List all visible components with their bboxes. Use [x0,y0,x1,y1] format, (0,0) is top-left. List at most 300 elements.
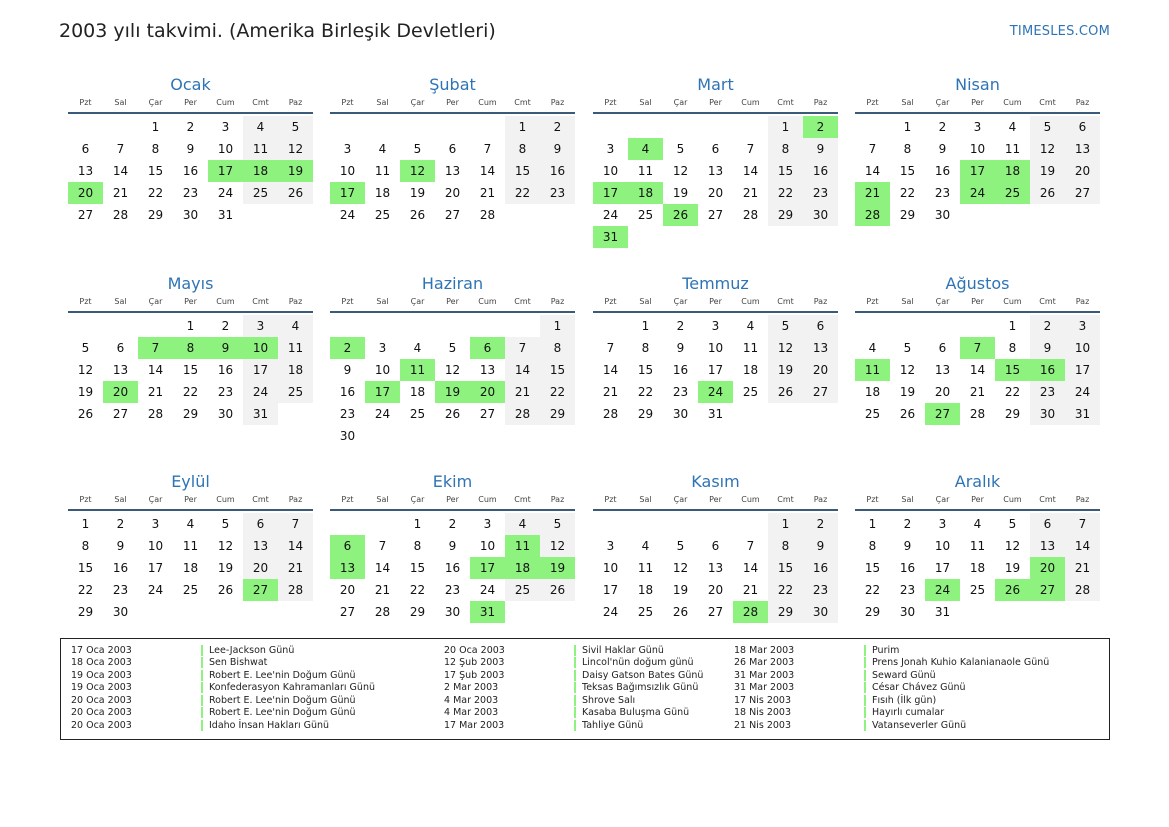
day-cell[interactable]: 8 [505,138,540,160]
day-cell[interactable]: 27 [707,605,724,619]
day-cell[interactable]: 30 [803,601,838,623]
day-cell[interactable]: 23 [899,583,916,597]
day-cell[interactable]: 20 [243,557,278,579]
day-cell[interactable]: 24 [374,407,391,421]
day-cell[interactable]: 12 [899,363,916,377]
day-cell[interactable]: 9 [116,539,125,553]
day-cell[interactable]: 28 [602,407,619,421]
day-cell[interactable]: 15 [864,561,881,575]
day-cell[interactable]: 3 [711,319,720,333]
holiday-day-cell[interactable]: 18 [995,160,1030,182]
day-cell[interactable]: 3 [973,120,982,134]
holiday-day-cell[interactable]: 27 [1030,579,1065,601]
day-cell[interactable]: 7 [868,142,877,156]
day-cell[interactable]: 23 [339,407,356,421]
holiday-day-cell[interactable]: 13 [330,557,365,579]
day-cell[interactable]: 14 [147,363,164,377]
day-cell[interactable]: 22 [409,583,426,597]
day-cell[interactable]: 11 [374,164,391,178]
day-cell[interactable]: 30 [444,605,461,619]
day-cell[interactable]: 16 [112,561,129,575]
day-cell[interactable]: 13 [934,363,951,377]
day-cell[interactable]: 21 [479,186,496,200]
day-cell[interactable]: 29 [147,208,164,222]
holiday-day-cell[interactable]: 24 [960,182,995,204]
day-cell[interactable]: 17 [707,363,724,377]
day-cell[interactable]: 19 [409,186,426,200]
day-cell[interactable]: 21 [969,385,986,399]
day-cell[interactable]: 20 [934,385,951,399]
day-cell[interactable]: 23 [444,583,461,597]
day-cell[interactable]: 29 [409,605,426,619]
day-cell[interactable]: 3 [483,517,492,531]
day-cell[interactable]: 25 [409,407,426,421]
day-cell[interactable]: 13 [243,535,278,557]
day-cell[interactable]: 13 [707,561,724,575]
day-cell[interactable]: 28 [278,579,313,601]
day-cell[interactable]: 31 [934,605,951,619]
day-cell[interactable]: 4 [413,341,422,355]
day-cell[interactable]: 23 [934,186,951,200]
day-cell[interactable]: 19 [899,385,916,399]
day-cell[interactable]: 2 [676,319,685,333]
holiday-day-cell[interactable]: 2 [330,337,365,359]
day-cell[interactable]: 6 [116,341,125,355]
day-cell[interactable]: 2 [221,319,230,333]
holiday-day-cell[interactable]: 19 [278,160,313,182]
day-cell[interactable]: 24 [479,583,496,597]
day-cell[interactable]: 7 [378,539,387,553]
day-cell[interactable]: 27 [707,208,724,222]
day-cell[interactable]: 28 [147,407,164,421]
day-cell[interactable]: 1 [903,120,912,134]
day-cell[interactable]: 14 [602,363,619,377]
day-cell[interactable]: 29 [182,407,199,421]
day-cell[interactable]: 8 [1008,341,1017,355]
day-cell[interactable]: 18 [969,561,986,575]
day-cell[interactable]: 31 [707,407,724,421]
holiday-day-cell[interactable]: 27 [243,579,278,601]
day-cell[interactable]: 11 [1004,142,1021,156]
day-cell[interactable]: 1 [540,315,575,337]
holiday-day-cell[interactable]: 9 [208,337,243,359]
day-cell[interactable]: 16 [339,385,356,399]
day-cell[interactable]: 11 [637,164,654,178]
day-cell[interactable]: 14 [505,359,540,381]
day-cell[interactable]: 24 [602,208,619,222]
day-cell[interactable]: 3 [221,120,230,134]
day-cell[interactable]: 3 [378,341,387,355]
day-cell[interactable]: 14 [479,164,496,178]
holiday-day-cell[interactable]: 25 [995,182,1030,204]
day-cell[interactable]: 12 [1004,539,1021,553]
holiday-day-cell[interactable]: 18 [243,160,278,182]
day-cell[interactable]: 17 [243,359,278,381]
day-cell[interactable]: 15 [637,363,654,377]
day-cell[interactable]: 9 [903,539,912,553]
day-cell[interactable]: 23 [803,579,838,601]
day-cell[interactable]: 23 [217,385,234,399]
day-cell[interactable]: 12 [77,363,94,377]
day-cell[interactable]: 7 [116,142,125,156]
day-cell[interactable]: 10 [479,539,496,553]
holiday-day-cell[interactable]: 24 [925,579,960,601]
day-cell[interactable]: 4 [378,142,387,156]
day-cell[interactable]: 11 [243,138,278,160]
day-cell[interactable]: 18 [374,186,391,200]
day-cell[interactable]: 26 [217,583,234,597]
day-cell[interactable]: 25 [864,407,881,421]
day-cell[interactable]: 31 [217,208,234,222]
day-cell[interactable]: 7 [483,142,492,156]
holiday-day-cell[interactable]: 20 [470,381,505,403]
holiday-day-cell[interactable]: 20 [68,182,103,204]
day-cell[interactable]: 18 [637,583,654,597]
day-cell[interactable]: 2 [116,517,125,531]
day-cell[interactable]: 10 [602,561,619,575]
day-cell[interactable]: 11 [278,337,313,359]
day-cell[interactable]: 28 [1065,579,1100,601]
day-cell[interactable]: 27 [803,381,838,403]
day-cell[interactable]: 26 [768,381,803,403]
day-cell[interactable]: 13 [444,164,461,178]
day-cell[interactable]: 8 [868,539,877,553]
day-cell[interactable]: 4 [641,539,650,553]
day-cell[interactable]: 23 [672,385,689,399]
day-cell[interactable]: 1 [768,513,803,535]
day-cell[interactable]: 24 [339,208,356,222]
day-cell[interactable]: 10 [969,142,986,156]
day-cell[interactable]: 21 [374,583,391,597]
day-cell[interactable]: 2 [540,116,575,138]
day-cell[interactable]: 27 [444,208,461,222]
day-cell[interactable]: 13 [1030,535,1065,557]
day-cell[interactable]: 22 [768,182,803,204]
day-cell[interactable]: 28 [374,605,391,619]
holiday-day-cell[interactable]: 11 [505,535,540,557]
day-cell[interactable]: 5 [221,517,230,531]
day-cell[interactable]: 6 [803,315,838,337]
day-cell[interactable]: 28 [742,208,759,222]
day-cell[interactable]: 19 [1030,160,1065,182]
day-cell[interactable]: 20 [707,186,724,200]
day-cell[interactable]: 29 [1004,407,1021,421]
day-cell[interactable]: 8 [768,535,803,557]
day-cell[interactable]: 22 [540,381,575,403]
day-cell[interactable]: 23 [112,583,129,597]
day-cell[interactable]: 12 [1030,138,1065,160]
day-cell[interactable]: 22 [77,583,94,597]
holiday-day-cell[interactable]: 28 [733,601,768,623]
day-cell[interactable]: 30 [1030,403,1065,425]
day-cell[interactable]: 4 [1008,120,1017,134]
day-cell[interactable]: 3 [151,517,160,531]
holiday-day-cell[interactable]: 6 [470,337,505,359]
holiday-day-cell[interactable]: 11 [855,359,890,381]
day-cell[interactable]: 21 [742,186,759,200]
day-cell[interactable]: 2 [1030,315,1065,337]
day-cell[interactable]: 20 [444,186,461,200]
day-cell[interactable]: 5 [903,341,912,355]
day-cell[interactable]: 14 [278,535,313,557]
day-cell[interactable]: 28 [505,403,540,425]
day-cell[interactable]: 30 [182,208,199,222]
day-cell[interactable]: 12 [278,138,313,160]
day-cell[interactable]: 19 [672,583,689,597]
day-cell[interactable]: 28 [112,208,129,222]
day-cell[interactable]: 5 [278,116,313,138]
holiday-day-cell[interactable]: 4 [628,138,663,160]
day-cell[interactable]: 16 [899,561,916,575]
day-cell[interactable]: 16 [934,164,951,178]
day-cell[interactable]: 16 [444,561,461,575]
holiday-day-cell[interactable]: 20 [1030,557,1065,579]
day-cell[interactable]: 10 [602,164,619,178]
holiday-day-cell[interactable]: 31 [593,226,628,248]
holiday-day-cell[interactable]: 18 [505,557,540,579]
holiday-day-cell[interactable]: 17 [470,557,505,579]
day-cell[interactable]: 3 [938,517,947,531]
day-cell[interactable]: 25 [969,583,986,597]
day-cell[interactable]: 9 [803,535,838,557]
day-cell[interactable]: 15 [768,557,803,579]
day-cell[interactable]: 19 [77,385,94,399]
day-cell[interactable]: 21 [505,381,540,403]
day-cell[interactable]: 19 [217,561,234,575]
day-cell[interactable]: 12 [217,539,234,553]
day-cell[interactable]: 11 [637,561,654,575]
day-cell[interactable]: 13 [1065,138,1100,160]
day-cell[interactable]: 18 [864,385,881,399]
day-cell[interactable]: 1 [151,120,160,134]
day-cell[interactable]: 10 [707,341,724,355]
day-cell[interactable]: 18 [409,385,426,399]
day-cell[interactable]: 5 [676,539,685,553]
day-cell[interactable]: 8 [413,539,422,553]
brand-link[interactable]: TIMESLES.COM [1009,24,1110,39]
day-cell[interactable]: 21 [602,385,619,399]
holiday-day-cell[interactable]: 15 [995,359,1030,381]
day-cell[interactable]: 16 [182,164,199,178]
day-cell[interactable]: 3 [343,142,352,156]
holiday-day-cell[interactable]: 7 [138,337,173,359]
day-cell[interactable]: 8 [81,539,90,553]
holiday-day-cell[interactable]: 26 [663,204,698,226]
day-cell[interactable]: 1 [1008,319,1017,333]
day-cell[interactable]: 1 [868,517,877,531]
holiday-day-cell[interactable]: 12 [400,160,435,182]
day-cell[interactable]: 1 [505,116,540,138]
day-cell[interactable]: 6 [448,142,457,156]
day-cell[interactable]: 16 [672,363,689,377]
day-cell[interactable]: 6 [81,142,90,156]
day-cell[interactable]: 5 [540,513,575,535]
day-cell[interactable]: 18 [742,363,759,377]
day-cell[interactable]: 12 [768,337,803,359]
day-cell[interactable]: 28 [969,407,986,421]
day-cell[interactable]: 2 [186,120,195,134]
day-cell[interactable]: 25 [637,208,654,222]
holiday-day-cell[interactable]: 17 [365,381,400,403]
day-cell[interactable]: 5 [81,341,90,355]
day-cell[interactable]: 6 [1065,116,1100,138]
holiday-day-cell[interactable]: 19 [435,381,470,403]
holiday-day-cell[interactable]: 11 [400,359,435,381]
day-cell[interactable]: 1 [186,319,195,333]
day-cell[interactable]: 15 [505,160,540,182]
day-cell[interactable]: 9 [186,142,195,156]
day-cell[interactable]: 13 [112,363,129,377]
day-cell[interactable]: 19 [768,359,803,381]
day-cell[interactable]: 9 [676,341,685,355]
day-cell[interactable]: 10 [147,539,164,553]
day-cell[interactable]: 9 [938,142,947,156]
day-cell[interactable]: 4 [243,116,278,138]
day-cell[interactable]: 14 [1065,535,1100,557]
day-cell[interactable]: 25 [278,381,313,403]
holiday-day-cell[interactable]: 17 [330,182,365,204]
day-cell[interactable]: 7 [606,341,615,355]
day-cell[interactable]: 14 [742,164,759,178]
day-cell[interactable]: 17 [602,583,619,597]
day-cell[interactable]: 26 [672,605,689,619]
day-cell[interactable]: 4 [278,315,313,337]
day-cell[interactable]: 29 [637,407,654,421]
holiday-day-cell[interactable]: 28 [855,204,890,226]
day-cell[interactable]: 30 [899,605,916,619]
day-cell[interactable]: 10 [217,142,234,156]
day-cell[interactable]: 15 [409,561,426,575]
holiday-day-cell[interactable]: 6 [330,535,365,557]
holiday-day-cell[interactable]: 20 [103,381,138,403]
day-cell[interactable]: 15 [182,363,199,377]
day-cell[interactable]: 30 [672,407,689,421]
day-cell[interactable]: 13 [77,164,94,178]
day-cell[interactable]: 24 [1065,381,1100,403]
day-cell[interactable]: 13 [479,363,496,377]
day-cell[interactable]: 20 [1065,160,1100,182]
day-cell[interactable]: 9 [540,138,575,160]
day-cell[interactable]: 1 [81,517,90,531]
day-cell[interactable]: 22 [182,385,199,399]
day-cell[interactable]: 26 [278,182,313,204]
day-cell[interactable]: 25 [637,605,654,619]
day-cell[interactable]: 16 [217,363,234,377]
day-cell[interactable]: 26 [409,208,426,222]
day-cell[interactable]: 27 [77,208,94,222]
day-cell[interactable]: 20 [339,583,356,597]
day-cell[interactable]: 27 [339,605,356,619]
day-cell[interactable]: 1 [768,116,803,138]
day-cell[interactable]: 2 [903,517,912,531]
day-cell[interactable]: 23 [1030,381,1065,403]
day-cell[interactable]: 7 [746,142,755,156]
holiday-day-cell[interactable]: 7 [960,337,995,359]
day-cell[interactable]: 15 [147,164,164,178]
day-cell[interactable]: 5 [413,142,422,156]
day-cell[interactable]: 30 [803,204,838,226]
day-cell[interactable]: 19 [1004,561,1021,575]
day-cell[interactable]: 6 [938,341,947,355]
day-cell[interactable]: 6 [711,539,720,553]
day-cell[interactable]: 3 [243,315,278,337]
day-cell[interactable]: 7 [746,539,755,553]
day-cell[interactable]: 11 [742,341,759,355]
day-cell[interactable]: 3 [606,539,615,553]
day-cell[interactable]: 14 [864,164,881,178]
day-cell[interactable]: 27 [1065,182,1100,204]
holiday-day-cell[interactable]: 17 [208,160,243,182]
day-cell[interactable]: 14 [112,164,129,178]
day-cell[interactable]: 29 [899,208,916,222]
day-cell[interactable]: 25 [182,583,199,597]
day-cell[interactable]: 12 [672,164,689,178]
day-cell[interactable]: 2 [938,120,947,134]
day-cell[interactable]: 9 [343,363,352,377]
day-cell[interactable]: 14 [742,561,759,575]
day-cell[interactable]: 7 [505,337,540,359]
day-cell[interactable]: 20 [803,359,838,381]
day-cell[interactable]: 8 [903,142,912,156]
holiday-day-cell[interactable]: 31 [470,601,505,623]
day-cell[interactable]: 17 [1065,359,1100,381]
day-cell[interactable]: 15 [540,359,575,381]
day-cell[interactable]: 22 [768,579,803,601]
day-cell[interactable]: 6 [1030,513,1065,535]
holiday-day-cell[interactable]: 24 [698,381,733,403]
holiday-day-cell[interactable]: 26 [995,579,1030,601]
holiday-day-cell[interactable]: 18 [628,182,663,204]
holiday-day-cell[interactable]: 16 [1030,359,1065,381]
day-cell[interactable]: 13 [803,337,838,359]
day-cell[interactable]: 17 [147,561,164,575]
day-cell[interactable]: 21 [278,557,313,579]
day-cell[interactable]: 16 [803,557,838,579]
day-cell[interactable]: 6 [711,142,720,156]
day-cell[interactable]: 9 [803,138,838,160]
day-cell[interactable]: 25 [505,579,540,601]
day-cell[interactable]: 29 [864,605,881,619]
day-cell[interactable]: 10 [374,363,391,377]
day-cell[interactable]: 12 [540,535,575,557]
day-cell[interactable]: 31 [1065,403,1100,425]
day-cell[interactable]: 5 [1030,116,1065,138]
day-cell[interactable]: 8 [151,142,160,156]
day-cell[interactable]: 15 [77,561,94,575]
day-cell[interactable]: 21 [147,385,164,399]
holiday-day-cell[interactable]: 27 [925,403,960,425]
day-cell[interactable]: 19 [672,186,689,200]
day-cell[interactable]: 14 [374,561,391,575]
day-cell[interactable]: 22 [637,385,654,399]
day-cell[interactable]: 4 [505,513,540,535]
day-cell[interactable]: 26 [77,407,94,421]
day-cell[interactable]: 22 [1004,385,1021,399]
day-cell[interactable]: 31 [243,403,278,425]
day-cell[interactable]: 30 [339,429,356,443]
day-cell[interactable]: 30 [934,208,951,222]
day-cell[interactable]: 16 [540,160,575,182]
holiday-day-cell[interactable]: 17 [593,182,628,204]
day-cell[interactable]: 12 [444,363,461,377]
day-cell[interactable]: 26 [899,407,916,421]
day-cell[interactable]: 30 [112,605,129,619]
day-cell[interactable]: 4 [746,319,755,333]
day-cell[interactable]: 7 [278,513,313,535]
day-cell[interactable]: 4 [868,341,877,355]
day-cell[interactable]: 21 [742,583,759,597]
holiday-day-cell[interactable]: 19 [540,557,575,579]
